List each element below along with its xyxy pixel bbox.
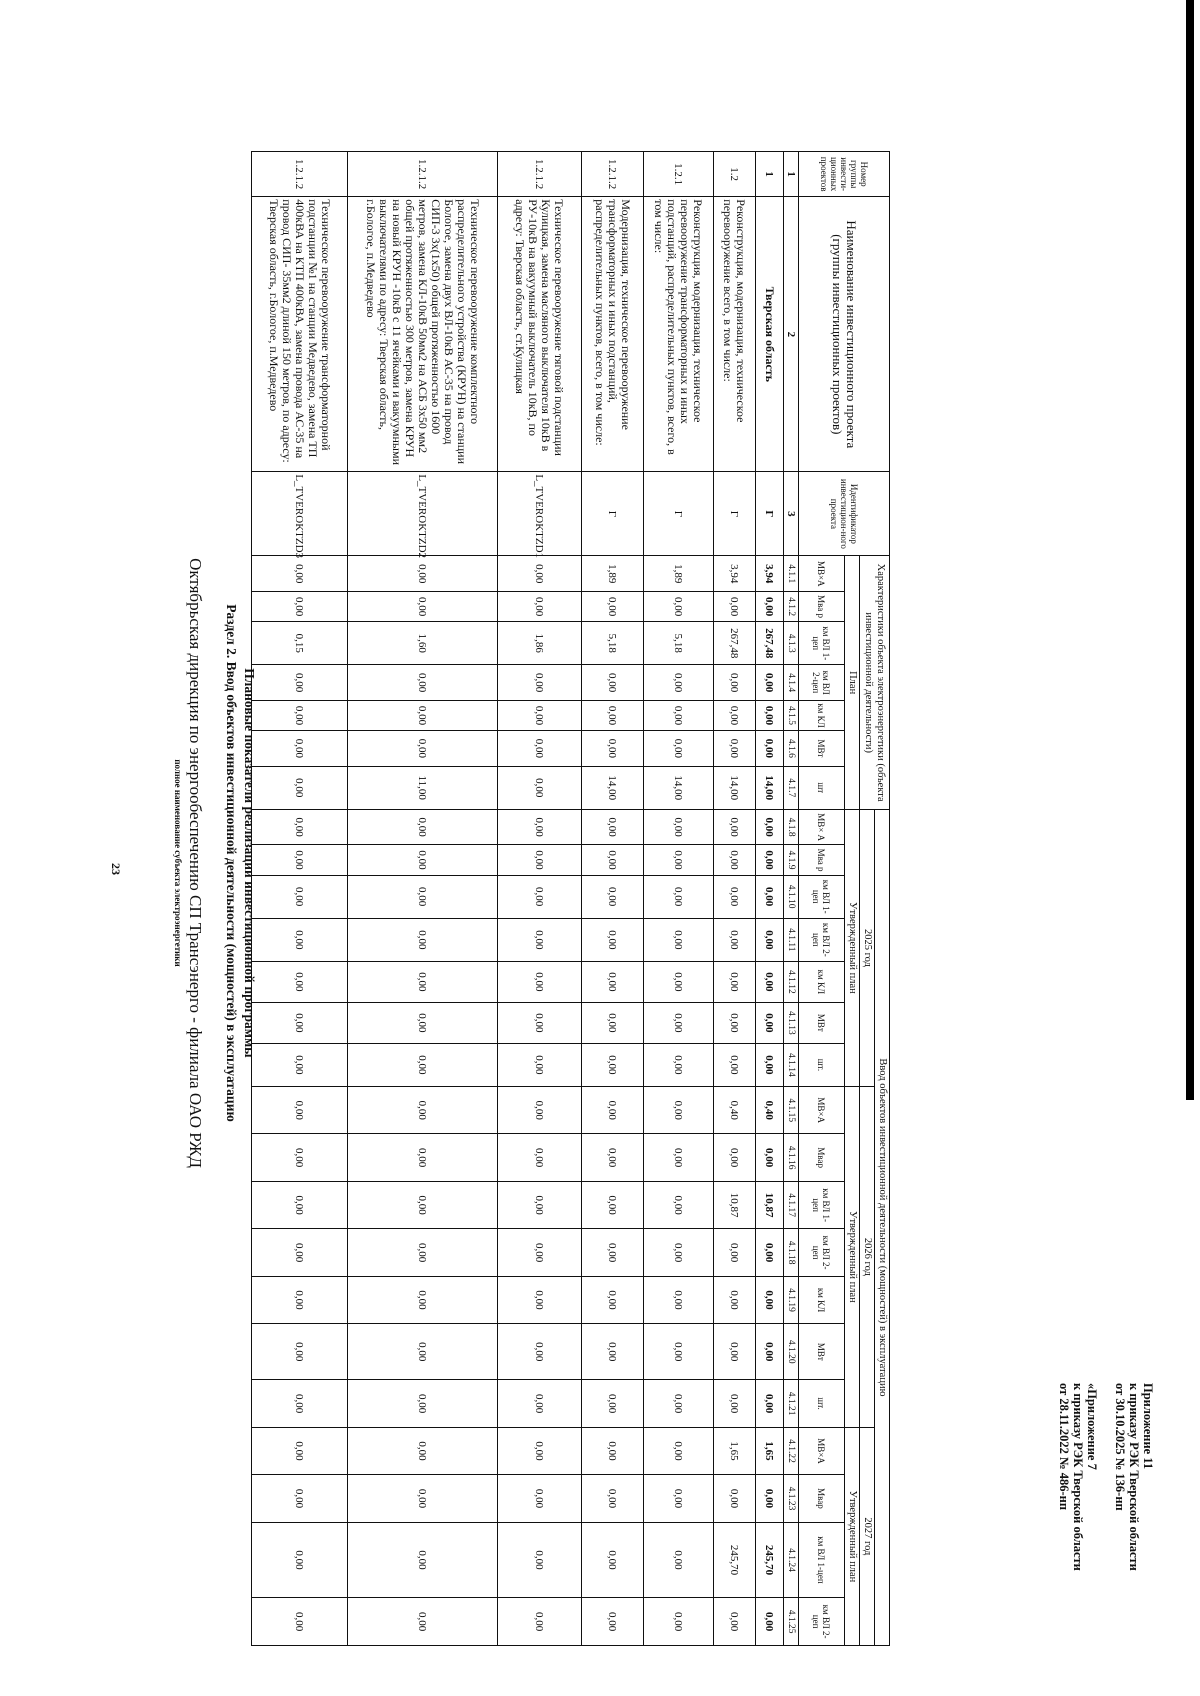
column-number: 4.1.15 <box>784 1087 799 1134</box>
column-number: 4.1.20 <box>784 1324 799 1380</box>
header-year-2025: 2025 год <box>860 809 875 1086</box>
row-value: 0,00 <box>498 731 582 767</box>
row-value: 0,00 <box>644 1276 714 1323</box>
row-value: 0,00 <box>252 1002 348 1043</box>
row-value: 0,00 <box>644 1181 714 1228</box>
row-value: 0,00 <box>756 1276 784 1323</box>
row-value: 0,00 <box>498 918 582 961</box>
row-value: 0,00 <box>582 1276 644 1323</box>
row-value: 0,00 <box>714 1276 756 1323</box>
row-value: 0,00 <box>498 1598 582 1646</box>
row-value: 0,00 <box>348 1043 498 1086</box>
row-value: 0,00 <box>714 1229 756 1276</box>
row-value: 0,00 <box>756 875 784 918</box>
row-project-id: Г <box>644 472 714 556</box>
row-value: 0,00 <box>756 700 784 730</box>
row-value: 0,00 <box>252 1380 348 1427</box>
row-number: 1 <box>756 152 784 197</box>
header-commissioning: Ввод объектов инвестиционной деятельности (мощностей) в эксплуатацию <box>875 809 890 1645</box>
row-value: 0,00 <box>348 845 498 875</box>
row-value: 0,00 <box>714 665 756 701</box>
column-number: 4.1.19 <box>784 1276 799 1323</box>
row-value: 0,00 <box>252 556 348 592</box>
row-value: 0,00 <box>756 731 784 767</box>
row-value: 0,00 <box>498 592 582 622</box>
row-value: 0,00 <box>582 731 644 767</box>
row-value: 0,00 <box>644 731 714 767</box>
header-characteristics: Характеристики объекта электроэнергетики (объекта инвестиционной деятельности) <box>860 556 890 809</box>
unit-2026: Мвар <box>799 1134 845 1181</box>
row-value: 0,00 <box>498 809 582 845</box>
row-value: 1,89 <box>644 556 714 592</box>
row-value: 0,00 <box>644 665 714 701</box>
row-value: 0,00 <box>582 1181 644 1228</box>
row-value: 0,00 <box>252 1276 348 1323</box>
table-row <box>348 152 498 1646</box>
row-value: 0,00 <box>498 1324 582 1380</box>
header-group-number: Номер группы инвести-ционных проектов <box>799 152 890 197</box>
row-value: 0,00 <box>756 1002 784 1043</box>
row-value: 0,00 <box>252 845 348 875</box>
column-number: 4.1.24 <box>784 1522 799 1597</box>
row-value: 0,00 <box>756 845 784 875</box>
row-value: 0,00 <box>714 1043 756 1086</box>
row-value: 0,00 <box>498 1522 582 1597</box>
row-value: 0,00 <box>756 809 784 845</box>
row-value: 0,00 <box>252 766 348 809</box>
column-number: 4.1.3 <box>784 622 799 665</box>
row-value: 0,00 <box>348 731 498 767</box>
row-value: 1,60 <box>348 622 498 665</box>
page-number: 23 <box>109 863 123 875</box>
row-value: 0,00 <box>348 875 498 918</box>
row-value: 0,00 <box>756 592 784 622</box>
column-number: 4.1.2 <box>784 592 799 622</box>
row-value: 0,00 <box>582 918 644 961</box>
appendix-bottom-line: от 28.11.2022 № 486-нп <box>1057 1383 1071 1511</box>
row-value: 0,00 <box>582 875 644 918</box>
row-value: 0,00 <box>644 961 714 1002</box>
column-number: 2 <box>784 197 799 472</box>
row-value: 0,00 <box>348 1427 498 1474</box>
table-row <box>252 152 348 1646</box>
appendix-bottom-line: «Приложение 7 <box>1085 1383 1099 1470</box>
row-value: 245,70 <box>756 1522 784 1597</box>
row-value: 14,00 <box>714 766 756 809</box>
row-value: 0,00 <box>582 1229 644 1276</box>
row-value: 0,00 <box>252 1324 348 1380</box>
table-row <box>582 152 644 1646</box>
row-value: 267,48 <box>714 622 756 665</box>
row-value: 11,00 <box>348 766 498 809</box>
row-value: 0,00 <box>348 700 498 730</box>
row-value: 0,00 <box>644 700 714 730</box>
row-value: 0,00 <box>498 875 582 918</box>
row-project-id: Г <box>756 472 784 556</box>
row-value: 0,00 <box>498 556 582 592</box>
unit-2025: МВт <box>799 1002 845 1043</box>
header-year-2027: 2027 год <box>860 1427 875 1645</box>
row-value: 0,00 <box>348 961 498 1002</box>
row-value: 0,00 <box>252 1522 348 1597</box>
column-number: 3 <box>784 472 799 556</box>
appendix-top <box>1113 1383 1155 1571</box>
row-value: 0,00 <box>714 1324 756 1380</box>
table-row <box>498 152 582 1646</box>
header-project-name: Наименование инвестиционного проекта (группы инвестиционных проектов) <box>799 197 890 472</box>
row-value: 0,00 <box>756 1475 784 1522</box>
unit-plan: шт <box>799 766 845 809</box>
unit-2026: МВ×А <box>799 1087 845 1134</box>
row-value: 0,00 <box>644 918 714 961</box>
row-value: 0,00 <box>498 1276 582 1323</box>
row-value: 245,70 <box>714 1522 756 1597</box>
column-number: 4.1.4 <box>784 665 799 701</box>
row-value: 0,00 <box>714 875 756 918</box>
row-value: 0,00 <box>348 1522 498 1597</box>
row-value: 0,00 <box>498 1427 582 1474</box>
row-value: 3,94 <box>756 556 784 592</box>
row-value: 0,00 <box>756 1229 784 1276</box>
unit-2026: км КЛ <box>799 1276 845 1323</box>
row-value: 0,00 <box>714 845 756 875</box>
column-number: 4.1.23 <box>784 1475 799 1522</box>
row-project-name: Техническое перевооружение трансформаторной подстанции №1 на станции Медведево, замена ТП 400кВА на КТП 400кВА, замена провода АС-35 на провод СИП- 35мм2 длиной 150 метров, по адресу: Тверская область, г.Бологое, п.Медведево <box>252 197 348 472</box>
row-project-id: L_TVEROKTZD2 <box>348 472 498 556</box>
table-row <box>644 152 714 1646</box>
row-value: 0,40 <box>756 1087 784 1134</box>
row-value: 0,00 <box>252 809 348 845</box>
row-value: 0,00 <box>252 1134 348 1181</box>
row-value: 0,00 <box>498 665 582 701</box>
column-number: 4.1.21 <box>784 1380 799 1427</box>
row-value: 0,00 <box>756 961 784 1002</box>
unit-plan: МВт <box>799 731 845 767</box>
row-value: 0,00 <box>714 961 756 1002</box>
row-value: 0,00 <box>348 1380 498 1427</box>
row-number: 1.2.1.2 <box>348 152 498 197</box>
row-value: 0,00 <box>348 592 498 622</box>
row-value: 1,65 <box>714 1427 756 1474</box>
unit-2026: шт. <box>799 1380 845 1427</box>
row-value: 0,00 <box>252 665 348 701</box>
row-project-name: Техническое перевооружение комплектного распределительного устройства (КРУН) на станции Бологое, замена двух ВЛ-10кВ АС-35 на провод СИП-3 3х(1х50) общей протяженностью 1600 метров, замена КЛ-10кВ 50мм2 на АСБ 3х50 мм2 общей протяженностью 300 метров, замена КРУН на новый КРУН -10кВ с 11 ячейками и вакуумными выключателями по адресу: Тверская область, г.Бологое, п.Медведево <box>348 197 498 472</box>
row-value: 0,00 <box>644 1475 714 1522</box>
column-number: 4.1.10 <box>784 875 799 918</box>
row-value: 0,00 <box>644 809 714 845</box>
row-value: 0,00 <box>252 1087 348 1134</box>
row-value: 0,00 <box>644 1087 714 1134</box>
row-number: 1.2 <box>714 152 756 197</box>
row-value: 0,00 <box>348 1229 498 1276</box>
unit-2025: км ВЛ 2-цеп <box>799 918 845 961</box>
row-value: 0,00 <box>252 961 348 1002</box>
column-number: 4.1.9 <box>784 845 799 875</box>
row-value: 0,00 <box>348 1598 498 1646</box>
unit-plan: МВ×А <box>799 556 845 592</box>
row-value: 0,00 <box>756 1324 784 1380</box>
row-value: 0,00 <box>498 1475 582 1522</box>
investment-table <box>251 151 890 1646</box>
column-number: 4.1.18 <box>784 1229 799 1276</box>
row-number: 1.2.1.2 <box>498 152 582 197</box>
row-value: 0,00 <box>252 731 348 767</box>
row-value: 0,00 <box>714 918 756 961</box>
row-value: 10,87 <box>756 1181 784 1228</box>
section-title: Раздел 2. Ввод объектов инвестиционной деятельности (мощностей) в эксплуатацию <box>224 604 239 1122</box>
row-value: 0,40 <box>714 1087 756 1134</box>
row-value: 0,00 <box>644 1427 714 1474</box>
row-value: 1,89 <box>582 556 644 592</box>
column-number: 4.1.8 <box>784 809 799 845</box>
row-value: 0,00 <box>252 1427 348 1474</box>
row-value: 0,00 <box>582 700 644 730</box>
row-number: 1.2.1.2 <box>252 152 348 197</box>
row-project-name: Реконструкция, модернизация, техническое перевооружение трансформаторных и иных подстанций, распределительных пунктов, всего, в том числе: <box>644 197 714 472</box>
row-value: 0,00 <box>252 700 348 730</box>
table-row <box>756 152 784 1646</box>
unit-2027: км ВЛ 1-цеп <box>799 1522 845 1597</box>
row-value: 0,00 <box>714 809 756 845</box>
row-value: 0,00 <box>644 845 714 875</box>
row-value: 0,00 <box>644 1134 714 1181</box>
row-value: 0,00 <box>756 665 784 701</box>
unit-plan: км ВЛ 2-цеп <box>799 665 845 701</box>
row-value: 0,00 <box>348 1181 498 1228</box>
row-value: 0,00 <box>252 875 348 918</box>
row-value: 0,00 <box>644 875 714 918</box>
unit-2026: км ВЛ 2-цеп <box>799 1229 845 1276</box>
row-value: 14,00 <box>582 766 644 809</box>
row-value: 0,00 <box>348 556 498 592</box>
appendix-top-line: от 30.10.2025 № 136-нп <box>1113 1383 1127 1511</box>
row-value: 0,00 <box>582 592 644 622</box>
row-number: 1.2.1 <box>644 152 714 197</box>
row-value: 0,00 <box>582 1598 644 1646</box>
row-value: 0,00 <box>582 809 644 845</box>
column-number: 4.1.17 <box>784 1181 799 1228</box>
column-number: 4.1.13 <box>784 1002 799 1043</box>
row-value: 0,00 <box>348 1475 498 1522</box>
row-value: 0,00 <box>498 1134 582 1181</box>
column-number: 4.1.12 <box>784 961 799 1002</box>
header-approved-plan-2027: Утвержденный план <box>845 1427 860 1645</box>
row-value: 0,00 <box>714 1002 756 1043</box>
appendix-top-line: Приложение 11 <box>1141 1383 1155 1470</box>
row-value: 0,00 <box>756 1134 784 1181</box>
row-value: 5,18 <box>582 622 644 665</box>
row-value: 0,00 <box>252 918 348 961</box>
row-value: 0,00 <box>348 918 498 961</box>
row-value: 0,00 <box>348 1324 498 1380</box>
row-value: 0,15 <box>252 622 348 665</box>
row-value: 5,18 <box>644 622 714 665</box>
row-value: 0,00 <box>252 1598 348 1646</box>
row-project-name: Тверская область <box>756 197 784 472</box>
row-value: 0,00 <box>644 1229 714 1276</box>
unit-2027: МВ×А <box>799 1427 845 1474</box>
document-title: Плановые показатели реализации инвестиционной программы <box>242 668 257 1058</box>
column-number: 4.1.22 <box>784 1427 799 1474</box>
row-value: 0,00 <box>644 1002 714 1043</box>
row-value: 0,00 <box>644 1324 714 1380</box>
header-approved-plan-2025: Утвержденный план <box>845 809 860 1086</box>
column-number: 4.1.7 <box>784 766 799 809</box>
row-value: 0,00 <box>714 700 756 730</box>
row-value: 0,00 <box>714 1598 756 1646</box>
row-value: 0,00 <box>348 809 498 845</box>
header-approved-plan-2026: Утвержденный план <box>845 1087 860 1428</box>
row-value: 0,00 <box>714 1134 756 1181</box>
row-value: 0,00 <box>498 845 582 875</box>
row-value: 0,00 <box>644 1043 714 1086</box>
column-number: 4.1.5 <box>784 700 799 730</box>
organization-caption: полное наименование субъекта электроэнергетики <box>173 759 183 967</box>
row-value: 0,00 <box>498 1002 582 1043</box>
unit-plan: км ВЛ 1-цеп <box>799 622 845 665</box>
row-project-name: Техническое перевооружение тяговой подстанции Кулицкая, замена масляного выключателя 10кВ в РУ-10кВ на вакуумный выключатель 10кВ, по адресу: Тверская область, ст.Кулицкая <box>498 197 582 472</box>
row-value: 0,00 <box>756 1043 784 1086</box>
row-value: 0,00 <box>498 1043 582 1086</box>
row-value: 0,00 <box>644 1380 714 1427</box>
row-value: 0,00 <box>348 1087 498 1134</box>
row-value: 1,65 <box>756 1427 784 1474</box>
row-value: 0,00 <box>582 1324 644 1380</box>
row-value: 0,00 <box>644 1598 714 1646</box>
rotated-sheet <box>45 3 1195 1693</box>
row-project-id: L_TVEROKTZD1 <box>498 472 582 556</box>
row-value: 0,00 <box>756 1380 784 1427</box>
appendix-bottom-line: к приказу РЭК Тверской области <box>1071 1383 1085 1571</box>
row-value: 0,00 <box>498 766 582 809</box>
row-value: 0,00 <box>582 1002 644 1043</box>
row-value: 0,00 <box>714 731 756 767</box>
row-value: 0,00 <box>498 1229 582 1276</box>
row-value: 0,00 <box>498 961 582 1002</box>
row-value: 0,00 <box>348 1002 498 1043</box>
row-value: 14,00 <box>644 766 714 809</box>
row-value: 1,86 <box>498 622 582 665</box>
row-value: 0,00 <box>582 1380 644 1427</box>
row-value: 0,00 <box>498 1087 582 1134</box>
unit-2025: шт. <box>799 1043 845 1086</box>
row-value: 0,00 <box>582 1087 644 1134</box>
row-project-name: Реконструкция, модернизация, техническое перевооружение всего, в том числе: <box>714 197 756 472</box>
row-value: 14,00 <box>756 766 784 809</box>
column-number: 4.1.16 <box>784 1134 799 1181</box>
row-project-name: Модернизация, техническое перевооружение трансформаторных и иных подстанций, распределительных пунктов, всего, в том числе: <box>582 197 644 472</box>
row-value: 267,48 <box>756 622 784 665</box>
unit-2026: км ВЛ 1-цеп <box>799 1181 845 1228</box>
row-project-id: Г <box>714 472 756 556</box>
row-value: 0,00 <box>714 592 756 622</box>
unit-2025: МВ× А <box>799 809 845 845</box>
unit-2025: Мва р <box>799 845 845 875</box>
row-value: 0,00 <box>714 1380 756 1427</box>
row-value: 0,00 <box>498 700 582 730</box>
row-value: 0,00 <box>582 665 644 701</box>
unit-plan: Мва р <box>799 592 845 622</box>
row-value: 0,00 <box>582 961 644 1002</box>
row-value: 10,87 <box>714 1181 756 1228</box>
row-value: 0,00 <box>252 1043 348 1086</box>
row-value: 0,00 <box>252 592 348 622</box>
row-value: 0,00 <box>714 1475 756 1522</box>
unit-plan: км КЛ <box>799 700 845 730</box>
column-number: 4.1.11 <box>784 918 799 961</box>
column-number: 4.1.6 <box>784 731 799 767</box>
unit-2027: км ВЛ 2-цеп <box>799 1598 845 1646</box>
column-number: 1 <box>784 152 799 197</box>
table-row <box>714 152 756 1646</box>
row-value: 0,00 <box>582 1043 644 1086</box>
appendix-top-line: к приказу РЭК Тверской области <box>1127 1383 1141 1571</box>
row-value: 0,00 <box>582 1522 644 1597</box>
row-value: 0,00 <box>348 1134 498 1181</box>
row-value: 0,00 <box>498 1181 582 1228</box>
unit-2026: МВт <box>799 1324 845 1380</box>
header-plan: План <box>845 556 860 809</box>
row-value: 0,00 <box>582 845 644 875</box>
unit-2027: Мвар <box>799 1475 845 1522</box>
row-project-id: L_TVEROKTZD3 <box>252 472 348 556</box>
row-value: 0,00 <box>582 1427 644 1474</box>
row-value: 0,00 <box>582 1475 644 1522</box>
row-value: 0,00 <box>348 665 498 701</box>
row-value: 3,94 <box>714 556 756 592</box>
header-project-id: Идентификатор инвестицион-ного проекта <box>799 472 890 556</box>
column-number: 4.1.14 <box>784 1043 799 1086</box>
column-number: 4.1.25 <box>784 1598 799 1646</box>
row-value: 0,00 <box>756 1598 784 1646</box>
row-number: 1.2.1.2 <box>582 152 644 197</box>
column-number: 4.1.1 <box>784 556 799 592</box>
header-year-2026: 2026 год <box>860 1087 875 1428</box>
row-value: 0,00 <box>252 1475 348 1522</box>
unit-2025: км ВЛ 1-цеп <box>799 875 845 918</box>
row-value: 0,00 <box>644 1522 714 1597</box>
organization-name: Октябрьская дирекция по энергообеспечению СП Трансэнерго - филиала ОАО РЖД <box>186 558 205 1168</box>
row-project-id: Г <box>582 472 644 556</box>
row-value: 0,00 <box>582 1134 644 1181</box>
row-value: 0,00 <box>644 592 714 622</box>
appendix-bottom <box>1057 1383 1099 1571</box>
row-value: 0,00 <box>252 1229 348 1276</box>
row-value: 0,00 <box>252 1181 348 1228</box>
row-value: 0,00 <box>498 1380 582 1427</box>
row-value: 0,00 <box>756 918 784 961</box>
unit-2025: км КЛ <box>799 961 845 1002</box>
row-value: 0,00 <box>348 1276 498 1323</box>
